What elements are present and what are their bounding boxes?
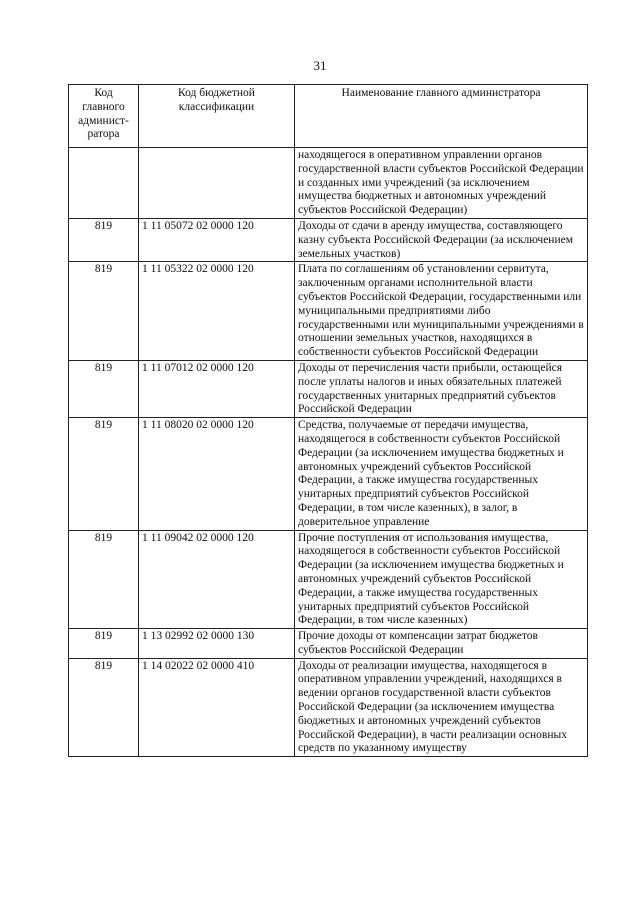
table-row <box>69 629 588 659</box>
admin-code-cell: 819 <box>69 530 139 629</box>
budget-code-cell <box>139 148 295 219</box>
admin-name-cell: Прочие поступления от использования имущества, находящегося в собственности субъектов Российской Федерации (за исключением имущества бюджетных и автономных учреждений субъектов Российской Федерации, а также имущества государственных унитарных предприятий субъектов Российской Федерации, в том числе казенных) <box>295 530 588 629</box>
admin-code-cell: 819 <box>69 360 139 417</box>
table-row <box>69 360 588 417</box>
budget-code-cell: 1 11 09042 02 0000 120 <box>139 530 295 629</box>
admin-name-cell: Доходы от сдачи в аренду имущества, составляющего казну субъекта Российской Федерации (за исключением земельных участков) <box>295 218 588 261</box>
admin-name-cell: Плата по соглашениям об установлении сервитута, заключенным органами исполнительной власти субъектов Российской Федерации, государственными или муниципальными предприятиями либо государственными или муниципальными учреждениями в отношении земельных участков, находящихся в собственности субъектов Российской Федерации <box>295 262 588 361</box>
table-row <box>69 658 588 757</box>
budget-code-cell: 1 11 08020 02 0000 120 <box>139 418 295 530</box>
table-header <box>69 85 588 148</box>
header-budget-code: Код бюджетной классификации <box>139 85 295 148</box>
admin-code-cell: 819 <box>69 658 139 757</box>
table-row <box>69 418 588 530</box>
page-number: 31 <box>313 58 327 73</box>
header-row <box>69 85 588 148</box>
table-row <box>69 218 588 261</box>
admin-name-cell: Доходы от перечисления части прибыли, остающейся после уплаты налогов и иных обязательных платежей государственных унитарных предприятий субъектов Российской Федерации <box>295 360 588 417</box>
header-admin-code: Код главного админист-ратора <box>69 85 139 148</box>
admin-code-cell: 819 <box>69 418 139 530</box>
admin-code-cell: 819 <box>69 629 139 659</box>
budget-code-cell: 1 11 05322 02 0000 120 <box>139 262 295 361</box>
budget-code-cell: 1 13 02992 02 0000 130 <box>139 629 295 659</box>
admin-name-cell: Доходы от реализации имущества, находящегося в оперативном управлении учреждений, находящихся в ведении органов государственной власти субъектов Российской Федерации (за исключением имущества бюджетных и автономных учреждений субъектов Российской Федерации), в части реализации основных средств по указанному имуществу <box>295 658 588 757</box>
header-admin-name: Наименование главного администратора <box>295 85 588 148</box>
table-row <box>69 530 588 629</box>
budget-classification-table <box>68 84 588 757</box>
table-body <box>69 148 588 757</box>
admin-code-cell: 819 <box>69 262 139 361</box>
budget-code-cell: 1 14 02022 02 0000 410 <box>139 658 295 757</box>
admin-code-cell <box>69 148 139 219</box>
admin-name-cell: находящегося в оперативном управлении органов государственной власти субъектов Российской Федерации и созданных ими учреждений (за исключением имущества бюджетных и автономных учреждений субъектов Российской Федерации) <box>295 148 588 219</box>
budget-code-cell: 1 11 05072 02 0000 120 <box>139 218 295 261</box>
admin-name-cell: Прочие доходы от компенсации затрат бюджетов субъектов Российской Федерации <box>295 629 588 659</box>
admin-name-cell: Средства, получаемые от передачи имущества, находящегося в собственности субъектов Российской Федерации (за исключением имущества бюджетных и автономных учреждений субъектов Российской Федерации, а также имущества государственных унитарных предприятий субъектов Российской Федерации, в том числе казенных), в залог, в доверительное управление <box>295 418 588 530</box>
table-row <box>69 148 588 219</box>
budget-code-cell: 1 11 07012 02 0000 120 <box>139 360 295 417</box>
table-row <box>69 262 588 361</box>
admin-code-cell: 819 <box>69 218 139 261</box>
